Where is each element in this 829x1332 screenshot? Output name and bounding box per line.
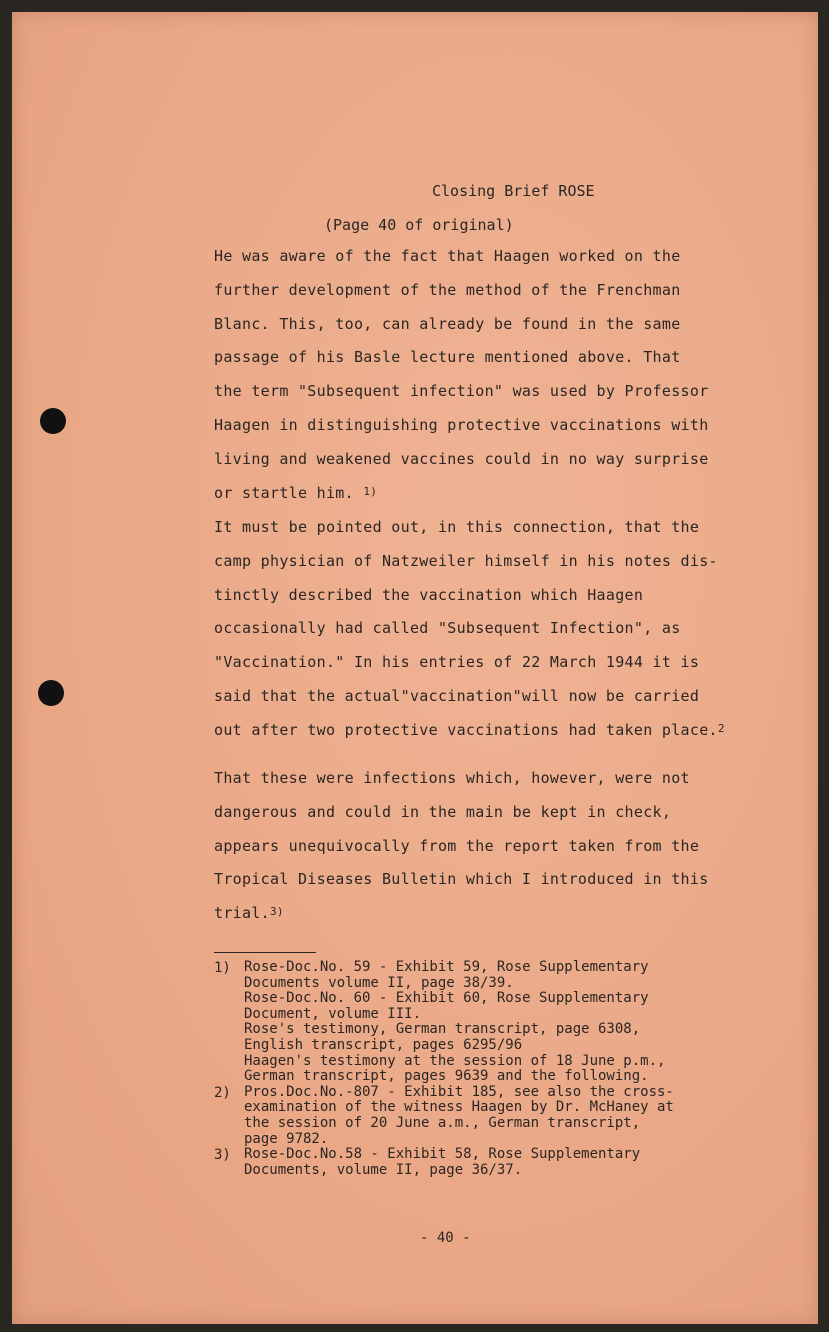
footnote-2 — [214, 1085, 794, 1147]
footnote-line: the session of 20 June a.m., German transcript, — [244, 1114, 641, 1131]
text-line: Blanc. This, too, can already be found in the same — [214, 314, 681, 333]
text-line: occasionally had called "Subsequent Infection", as — [214, 619, 681, 638]
text-line-last — [214, 477, 774, 511]
text-line: He was aware of the fact that Haagen worked on the — [214, 247, 681, 265]
text-line: It must be pointed out, in this connection, that the — [214, 518, 700, 536]
text-line-last — [214, 897, 774, 931]
footnote-line: Pros.Doc.No.-807 - Exhibit 185, see also the cross- — [244, 1083, 674, 1100]
text-line: living and weakened vaccines could in no way surprise — [214, 449, 709, 468]
punch-hole-bottom — [38, 680, 64, 706]
footnote-marker: 3) — [214, 1147, 231, 1164]
footnote-divider — [214, 952, 316, 953]
text-line: tinctly described the vaccination which Haagen — [214, 585, 644, 604]
text-line: "Vaccination." In his entries of 22 March 1944 it is — [214, 653, 700, 672]
footnote-line: Rose-Doc.No. 60 - Exhibit 60, Rose Supplementary — [244, 990, 649, 1007]
footnote-line: German transcript, pages 9639 and the following. — [244, 1068, 649, 1085]
text-line: said that the actual"vaccination"will now be carried — [214, 686, 700, 705]
footnote-line: Documents, volume II, page 36/37. — [244, 1161, 523, 1178]
text-line: dangerous and could in the main be kept in check, — [214, 802, 672, 821]
footnote-line: Haagen's testimony at the session of 18 June p.m., — [244, 1052, 666, 1069]
footnote-line: Document, volume III. — [244, 1005, 422, 1022]
punch-hole-top — [40, 408, 66, 434]
footnote-line: page 9782. — [244, 1130, 329, 1147]
footnote-ref-3: 3) — [270, 905, 284, 919]
text-line: passage of his Basle lecture mentioned above. That — [214, 348, 681, 367]
document-page — [12, 12, 818, 1324]
text-line: Haagen in distinguishing protective vaccinations with — [214, 415, 709, 434]
text-line-last — [214, 714, 774, 748]
paragraph-1 — [214, 240, 774, 510]
text-line: or startle him. — [214, 483, 354, 502]
footnote-1 — [214, 960, 794, 1085]
footnote-line: Rose-Doc.No. 59 - Exhibit 59, Rose Supplementary — [244, 959, 649, 975]
text-line: the term "Subsequent infection" was used by Professor — [214, 382, 709, 401]
text-line: out after two protective vaccinations had taken place. — [214, 720, 718, 739]
paragraph-2 — [214, 511, 774, 748]
page-number: - 40 - — [420, 1230, 471, 1246]
footnote-line: Rose-Doc.No.58 - Exhibit 58, Rose Supplementary — [244, 1146, 641, 1163]
document-title: Closing Brief ROSE — [432, 182, 595, 200]
text-line: Tropical Diseases Bulletin which I introduced in this — [214, 870, 709, 889]
footnotes — [214, 960, 794, 1178]
text-line: camp physician of Natzweiler himself in his notes dis- — [214, 551, 718, 570]
footnote-line: English transcript, pages 6295/96 — [244, 1036, 523, 1053]
footnote-ref-1: 1) — [363, 484, 378, 498]
footnote-3 — [214, 1147, 794, 1178]
footnote-ref-2: 2 — [717, 721, 725, 735]
document-subtitle: (Page 40 of original) — [324, 216, 514, 234]
text-line: That these were infections which, however, were not — [214, 769, 690, 787]
footnote-marker: 1) — [214, 960, 231, 976]
footnote-line: Rose's testimony, German transcript, page 6308, — [244, 1021, 641, 1038]
text-line: trial. — [214, 904, 270, 923]
text-line: appears unequivocally from the report taken from the — [214, 836, 700, 855]
footnote-line: examination of the witness Haagen by Dr. McHaney at — [244, 1099, 674, 1116]
footnote-marker: 2) — [214, 1084, 231, 1101]
text-line: further development of the method of the Frenchman — [214, 280, 681, 299]
footnote-line: Documents volume II, page 38/39. — [244, 974, 514, 991]
paragraph-3 — [214, 762, 774, 931]
